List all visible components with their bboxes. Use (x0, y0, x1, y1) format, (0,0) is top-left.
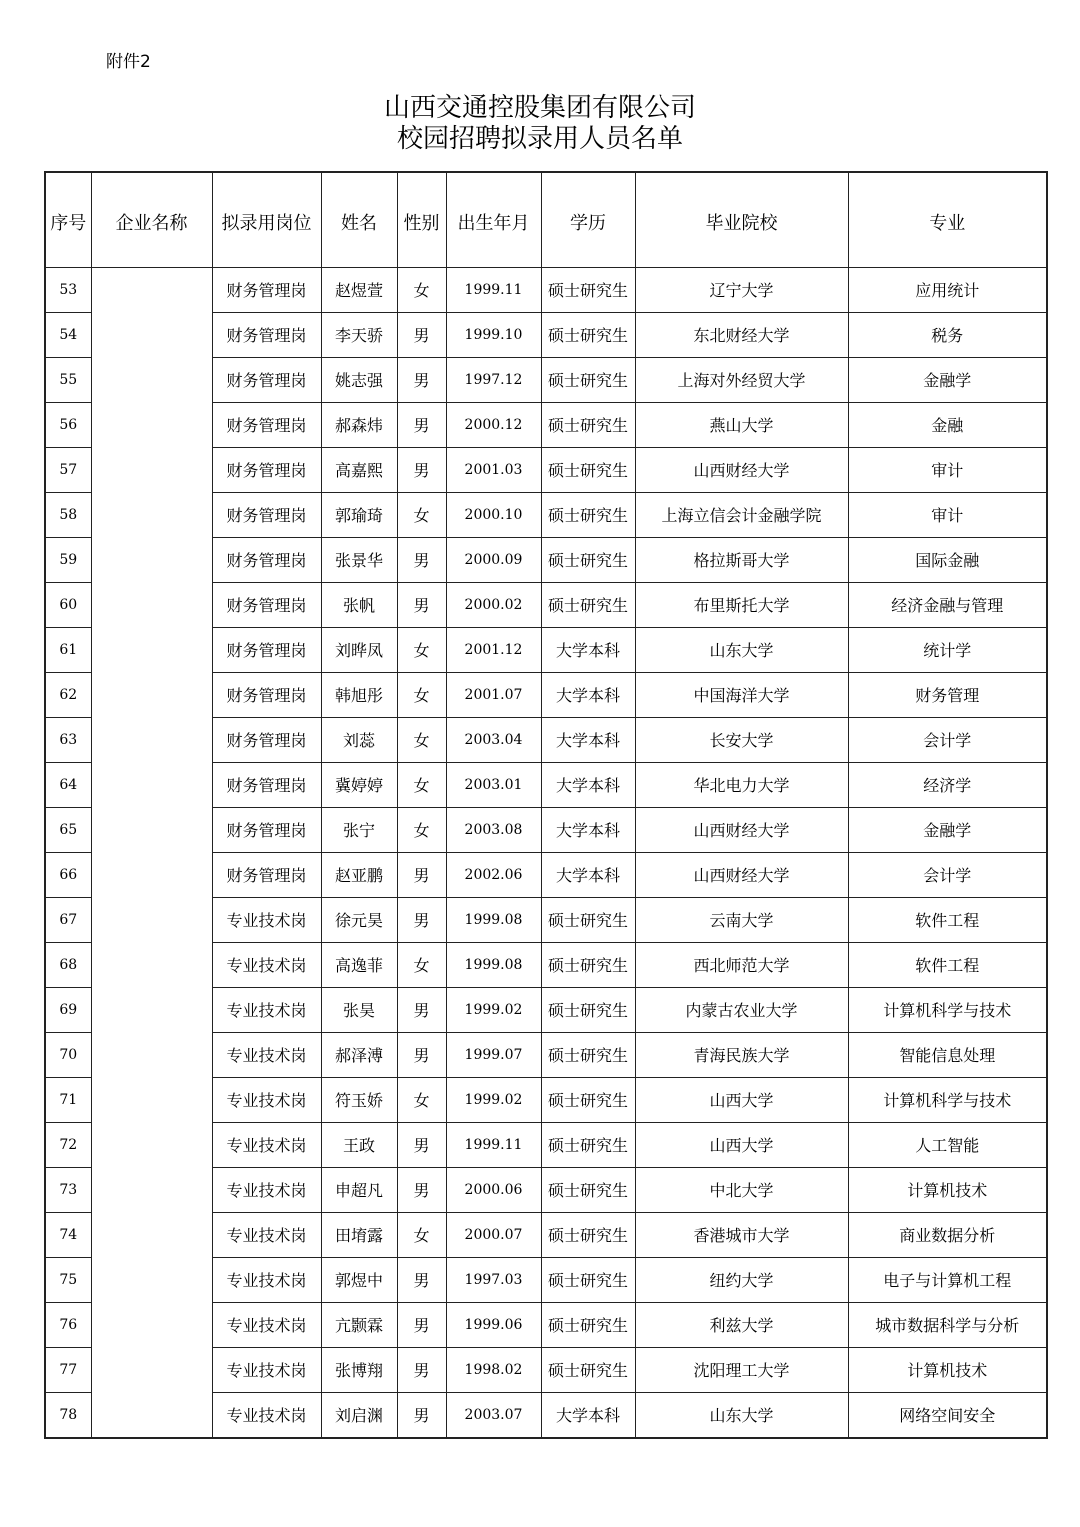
cell-school: 山东大学 (635, 627, 848, 672)
cell-major: 商业数据分析 (848, 1212, 1047, 1257)
cell-seq: 67 (45, 897, 91, 942)
cell-post: 财务管理岗 (212, 672, 321, 717)
cell-name: 符玉娇 (321, 1077, 397, 1122)
cell-gender: 男 (397, 357, 446, 402)
header-major: 专业 (848, 172, 1047, 267)
cell-major: 城市数据科学与分析 (848, 1302, 1047, 1347)
cell-birth: 2000.06 (446, 1167, 541, 1212)
cell-seq: 70 (45, 1032, 91, 1077)
hiring-table (44, 171, 1048, 1439)
cell-gender: 女 (397, 492, 446, 537)
cell-gender: 女 (397, 627, 446, 672)
cell-school: 中北大学 (635, 1167, 848, 1212)
cell-seq: 57 (45, 447, 91, 492)
cell-post: 财务管理岗 (212, 582, 321, 627)
cell-name: 赵煜萱 (321, 267, 397, 312)
cell-education: 大学本科 (541, 717, 635, 762)
cell-post: 专业技术岗 (212, 987, 321, 1032)
cell-post: 专业技术岗 (212, 1257, 321, 1302)
cell-company-merged (91, 267, 212, 1438)
cell-gender: 男 (397, 1032, 446, 1077)
cell-name: 张宁 (321, 807, 397, 852)
cell-gender: 男 (397, 1167, 446, 1212)
cell-gender: 男 (397, 1347, 446, 1392)
cell-post: 专业技术岗 (212, 1392, 321, 1438)
cell-name: 姚志强 (321, 357, 397, 402)
cell-school: 纽约大学 (635, 1257, 848, 1302)
cell-education: 硕士研究生 (541, 537, 635, 582)
cell-birth: 1999.06 (446, 1302, 541, 1347)
cell-school: 山西大学 (635, 1122, 848, 1167)
cell-post: 财务管理岗 (212, 492, 321, 537)
cell-seq: 76 (45, 1302, 91, 1347)
cell-major: 人工智能 (848, 1122, 1047, 1167)
cell-seq: 74 (45, 1212, 91, 1257)
cell-gender: 男 (397, 537, 446, 582)
cell-gender: 男 (397, 402, 446, 447)
cell-seq: 71 (45, 1077, 91, 1122)
cell-major: 税务 (848, 312, 1047, 357)
cell-birth: 1997.12 (446, 357, 541, 402)
cell-seq: 68 (45, 942, 91, 987)
cell-birth: 2001.07 (446, 672, 541, 717)
cell-gender: 男 (397, 1392, 446, 1438)
cell-post: 财务管理岗 (212, 627, 321, 672)
cell-education: 硕士研究生 (541, 1077, 635, 1122)
cell-name: 郭瑜琦 (321, 492, 397, 537)
cell-seq: 59 (45, 537, 91, 582)
table-row (45, 267, 1047, 312)
cell-birth: 2001.12 (446, 627, 541, 672)
cell-post: 财务管理岗 (212, 717, 321, 762)
cell-education: 硕士研究生 (541, 897, 635, 942)
cell-name: 田堉露 (321, 1212, 397, 1257)
cell-gender: 女 (397, 942, 446, 987)
cell-post: 财务管理岗 (212, 762, 321, 807)
cell-major: 应用统计 (848, 267, 1047, 312)
cell-seq: 72 (45, 1122, 91, 1167)
cell-name: 韩旭彤 (321, 672, 397, 717)
cell-name: 张景华 (321, 537, 397, 582)
cell-gender: 男 (397, 897, 446, 942)
cell-gender: 男 (397, 312, 446, 357)
cell-seq: 60 (45, 582, 91, 627)
cell-seq: 54 (45, 312, 91, 357)
cell-education: 硕士研究生 (541, 312, 635, 357)
cell-school: 华北电力大学 (635, 762, 848, 807)
cell-education: 硕士研究生 (541, 267, 635, 312)
cell-seq: 65 (45, 807, 91, 852)
cell-name: 申超凡 (321, 1167, 397, 1212)
cell-major: 财务管理 (848, 672, 1047, 717)
cell-major: 计算机科学与技术 (848, 1077, 1047, 1122)
cell-major: 金融学 (848, 807, 1047, 852)
cell-seq: 77 (45, 1347, 91, 1392)
cell-birth: 2003.04 (446, 717, 541, 762)
cell-education: 硕士研究生 (541, 1122, 635, 1167)
cell-birth: 2000.02 (446, 582, 541, 627)
cell-name: 王政 (321, 1122, 397, 1167)
cell-birth: 1999.11 (446, 267, 541, 312)
cell-education: 硕士研究生 (541, 1257, 635, 1302)
cell-name: 郝泽溥 (321, 1032, 397, 1077)
cell-post: 专业技术岗 (212, 1302, 321, 1347)
cell-major: 网络空间安全 (848, 1392, 1047, 1438)
cell-seq: 66 (45, 852, 91, 897)
cell-post: 专业技术岗 (212, 1032, 321, 1077)
cell-gender: 男 (397, 1257, 446, 1302)
cell-education: 硕士研究生 (541, 1032, 635, 1077)
cell-school: 山西大学 (635, 1077, 848, 1122)
cell-seq: 61 (45, 627, 91, 672)
cell-seq: 53 (45, 267, 91, 312)
cell-name: 刘晔凤 (321, 627, 397, 672)
cell-major: 审计 (848, 492, 1047, 537)
cell-education: 硕士研究生 (541, 1347, 635, 1392)
cell-birth: 1999.02 (446, 1077, 541, 1122)
cell-education: 硕士研究生 (541, 447, 635, 492)
cell-major: 会计学 (848, 717, 1047, 762)
cell-major: 国际金融 (848, 537, 1047, 582)
cell-post: 专业技术岗 (212, 942, 321, 987)
cell-birth: 2003.08 (446, 807, 541, 852)
cell-school: 山西财经大学 (635, 807, 848, 852)
header-company: 企业名称 (91, 172, 212, 267)
cell-birth: 2000.10 (446, 492, 541, 537)
cell-name: 亢颢霖 (321, 1302, 397, 1347)
cell-school: 山东大学 (635, 1392, 848, 1438)
cell-name: 张昊 (321, 987, 397, 1032)
cell-school: 西北师范大学 (635, 942, 848, 987)
cell-birth: 1999.02 (446, 987, 541, 1032)
cell-name: 徐元昊 (321, 897, 397, 942)
title-line-2: 校园招聘拟录用人员名单 (396, 124, 683, 154)
header-name: 姓名 (321, 172, 397, 267)
cell-gender: 女 (397, 1077, 446, 1122)
cell-education: 硕士研究生 (541, 987, 635, 1032)
cell-name: 刘启渊 (321, 1392, 397, 1438)
cell-post: 专业技术岗 (212, 1212, 321, 1257)
cell-seq: 64 (45, 762, 91, 807)
cell-education: 硕士研究生 (541, 492, 635, 537)
cell-name: 赵亚鹏 (321, 852, 397, 897)
cell-education: 大学本科 (541, 807, 635, 852)
cell-education: 硕士研究生 (541, 942, 635, 987)
title-line-1: 山西交通控股集团有限公司 (383, 93, 696, 123)
cell-name: 高嘉熙 (321, 447, 397, 492)
cell-birth: 1999.08 (446, 942, 541, 987)
cell-birth: 2002.06 (446, 852, 541, 897)
cell-name: 张博翔 (321, 1347, 397, 1392)
cell-education: 大学本科 (541, 1392, 635, 1438)
cell-gender: 男 (397, 987, 446, 1032)
cell-major: 经济学 (848, 762, 1047, 807)
cell-gender: 男 (397, 1122, 446, 1167)
cell-school: 长安大学 (635, 717, 848, 762)
cell-major: 计算机技术 (848, 1347, 1047, 1392)
cell-birth: 2001.03 (446, 447, 541, 492)
cell-education: 大学本科 (541, 672, 635, 717)
cell-education: 硕士研究生 (541, 1212, 635, 1257)
cell-school: 利兹大学 (635, 1302, 848, 1347)
cell-school: 山西财经大学 (635, 852, 848, 897)
cell-school: 沈阳理工大学 (635, 1347, 848, 1392)
cell-school: 内蒙古农业大学 (635, 987, 848, 1032)
cell-major: 金融 (848, 402, 1047, 447)
cell-post: 财务管理岗 (212, 267, 321, 312)
attachment-label: 附件2 (106, 52, 151, 72)
cell-post: 财务管理岗 (212, 447, 321, 492)
cell-post: 专业技术岗 (212, 1122, 321, 1167)
cell-major: 审计 (848, 447, 1047, 492)
cell-birth: 2003.07 (446, 1392, 541, 1438)
cell-education: 硕士研究生 (541, 1302, 635, 1347)
header-school: 毕业院校 (635, 172, 848, 267)
cell-birth: 1997.03 (446, 1257, 541, 1302)
cell-gender: 男 (397, 1302, 446, 1347)
cell-birth: 1999.07 (446, 1032, 541, 1077)
cell-gender: 男 (397, 582, 446, 627)
cell-major: 金融学 (848, 357, 1047, 402)
header-post: 拟录用岗位 (212, 172, 321, 267)
cell-name: 刘蕊 (321, 717, 397, 762)
cell-post: 财务管理岗 (212, 357, 321, 402)
cell-gender: 女 (397, 267, 446, 312)
cell-birth: 2000.09 (446, 537, 541, 582)
cell-major: 智能信息处理 (848, 1032, 1047, 1077)
cell-birth: 2003.01 (446, 762, 541, 807)
cell-post: 专业技术岗 (212, 1347, 321, 1392)
cell-school: 香港城市大学 (635, 1212, 848, 1257)
cell-post: 财务管理岗 (212, 537, 321, 582)
cell-birth: 1999.10 (446, 312, 541, 357)
cell-school: 辽宁大学 (635, 267, 848, 312)
cell-major: 计算机技术 (848, 1167, 1047, 1212)
cell-birth: 1999.08 (446, 897, 541, 942)
cell-post: 财务管理岗 (212, 312, 321, 357)
cell-post: 财务管理岗 (212, 402, 321, 447)
cell-gender: 男 (397, 447, 446, 492)
cell-gender: 女 (397, 672, 446, 717)
cell-major: 电子与计算机工程 (848, 1257, 1047, 1302)
cell-major: 会计学 (848, 852, 1047, 897)
cell-gender: 男 (397, 852, 446, 897)
cell-major: 计算机科学与技术 (848, 987, 1047, 1032)
cell-education: 硕士研究生 (541, 1167, 635, 1212)
cell-school: 青海民族大学 (635, 1032, 848, 1077)
cell-seq: 75 (45, 1257, 91, 1302)
cell-post: 专业技术岗 (212, 1077, 321, 1122)
cell-name: 李天骄 (321, 312, 397, 357)
cell-school: 格拉斯哥大学 (635, 537, 848, 582)
cell-seq: 56 (45, 402, 91, 447)
cell-name: 郭煜中 (321, 1257, 397, 1302)
cell-seq: 62 (45, 672, 91, 717)
cell-gender: 女 (397, 717, 446, 762)
cell-education: 硕士研究生 (541, 402, 635, 447)
header-birth: 出生年月 (446, 172, 541, 267)
cell-education: 大学本科 (541, 627, 635, 672)
cell-seq: 58 (45, 492, 91, 537)
cell-seq: 73 (45, 1167, 91, 1212)
cell-name: 高逸菲 (321, 942, 397, 987)
cell-school: 上海立信会计金融学院 (635, 492, 848, 537)
cell-name: 张帆 (321, 582, 397, 627)
cell-major: 软件工程 (848, 897, 1047, 942)
cell-post: 专业技术岗 (212, 897, 321, 942)
cell-post: 财务管理岗 (212, 852, 321, 897)
header-seq: 序号 (45, 172, 91, 267)
cell-education: 硕士研究生 (541, 582, 635, 627)
cell-school: 东北财经大学 (635, 312, 848, 357)
cell-school: 中国海洋大学 (635, 672, 848, 717)
cell-school: 燕山大学 (635, 402, 848, 447)
cell-seq: 63 (45, 717, 91, 762)
cell-post: 财务管理岗 (212, 807, 321, 852)
header-gender: 性别 (397, 172, 446, 267)
cell-name: 郝森炜 (321, 402, 397, 447)
cell-major: 经济金融与管理 (848, 582, 1047, 627)
cell-gender: 女 (397, 807, 446, 852)
cell-school: 上海对外经贸大学 (635, 357, 848, 402)
cell-seq: 69 (45, 987, 91, 1032)
cell-birth: 1998.02 (446, 1347, 541, 1392)
header-education: 学历 (541, 172, 635, 267)
cell-gender: 女 (397, 762, 446, 807)
cell-name: 冀婷婷 (321, 762, 397, 807)
cell-post: 专业技术岗 (212, 1167, 321, 1212)
cell-birth: 1999.11 (446, 1122, 541, 1167)
cell-birth: 2000.12 (446, 402, 541, 447)
cell-school: 云南大学 (635, 897, 848, 942)
cell-school: 山西财经大学 (635, 447, 848, 492)
cell-school: 布里斯托大学 (635, 582, 848, 627)
cell-education: 大学本科 (541, 762, 635, 807)
cell-education: 硕士研究生 (541, 357, 635, 402)
cell-birth: 2000.07 (446, 1212, 541, 1257)
cell-education: 大学本科 (541, 852, 635, 897)
cell-major: 统计学 (848, 627, 1047, 672)
cell-gender: 女 (397, 1212, 446, 1257)
cell-seq: 78 (45, 1392, 91, 1438)
table-header-row (45, 172, 1047, 267)
cell-major: 软件工程 (848, 942, 1047, 987)
cell-seq: 55 (45, 357, 91, 402)
